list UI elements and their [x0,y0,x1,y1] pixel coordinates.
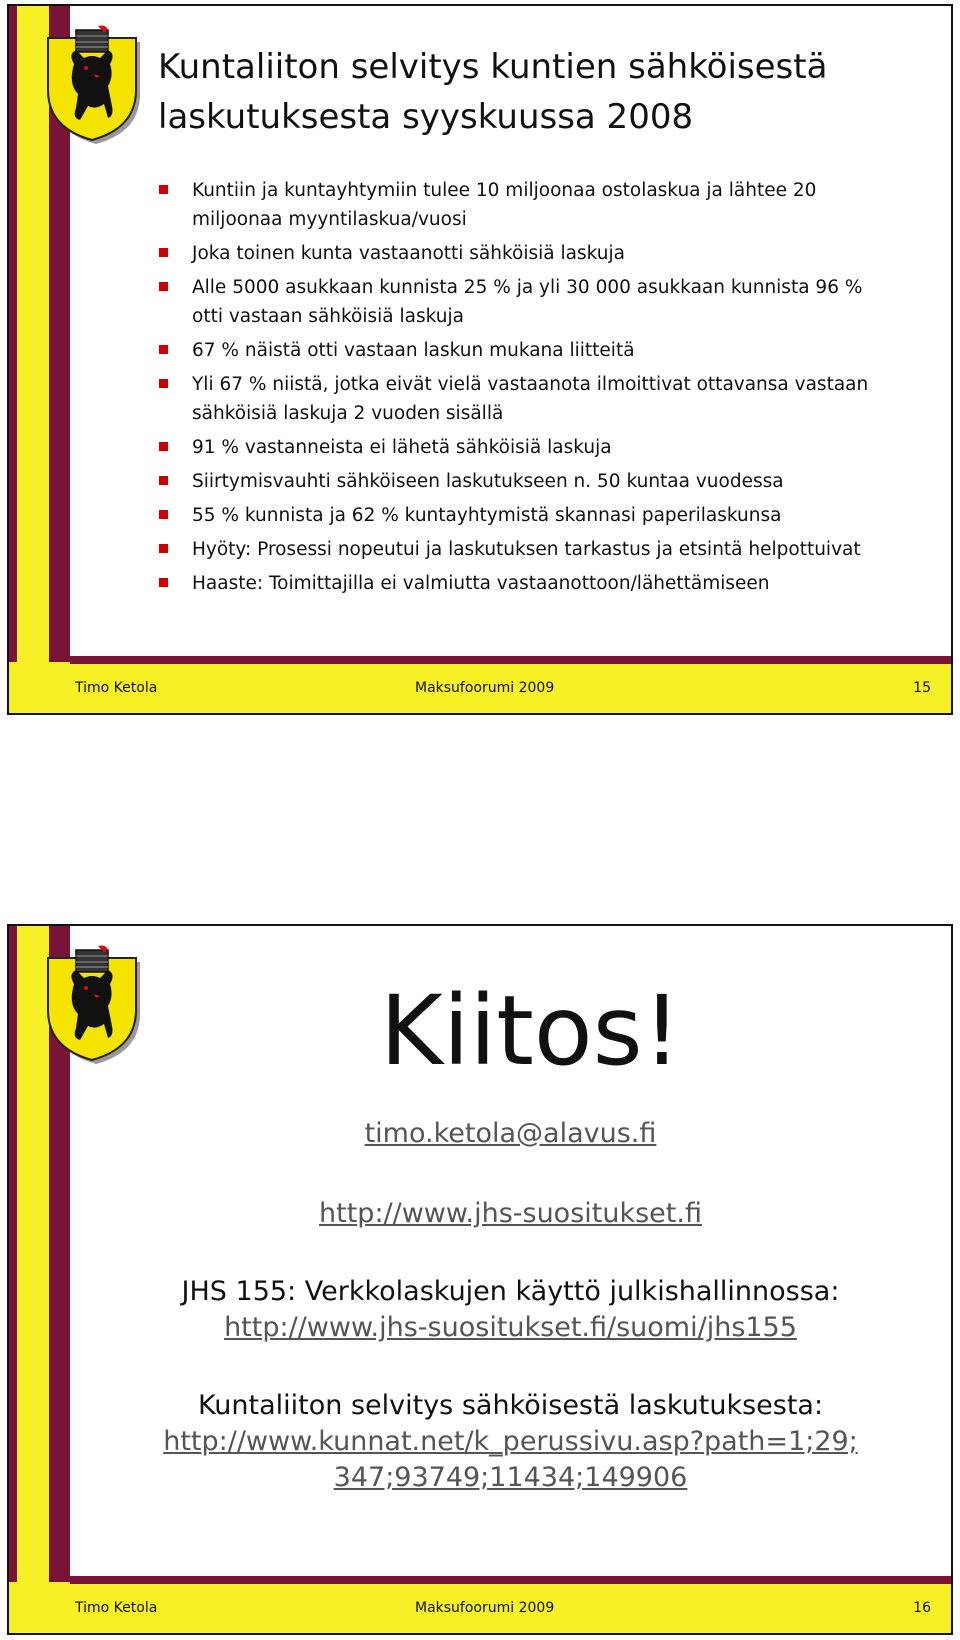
jhs155-label: JHS 155: Verkkolaskujen käyttö julkishallinnossa: [181,1276,840,1307]
coat-of-arms-bear-icon [38,24,146,144]
footer-event: Maksufoorumi 2009 [415,1600,555,1616]
list-item: Joka toinen kunta vastaanotti sähköisiä laskuja [150,239,890,268]
email-link[interactable]: timo.ketola@alavus.fi [364,1118,657,1149]
slide-16 [7,924,953,1635]
list-item: 91 % vastanneista ei lähetä sähköisiä laskuja [150,433,890,462]
footer-page-number: 16 [913,1600,931,1616]
footer-divider [70,656,951,664]
list-item: 67 % näistä otti vastaan laskun mukana liitteitä [150,336,890,365]
slide-content [70,6,951,656]
contact-lines [70,1116,951,1496]
coat-of-arms-bear-icon [38,944,146,1064]
list-item: Kuntiin ja kuntayhtymiin tulee 10 miljoonaa ostolaskua ja lähtee 20 miljoonaa myyntilaskua/vuosi [150,176,890,234]
list-item: 55 % kunnista ja 62 % kuntayhtymistä skannasi paperilaskunsa [150,501,890,530]
bullet-list [150,176,890,603]
slide-title: Kuntaliiton selvitys kuntien sähköisestä laskutuksesta syyskuussa 2008 [158,47,828,137]
list-item: Yli 67 % niistä, jotka eivät vielä vastaanota ilmoittivat ottavansa vastaan sähköisiä laskuja 2 vuoden sisällä [150,370,890,428]
footer-author: Timo Ketola [75,1600,158,1616]
slide-title: Kiitos! [379,975,682,1087]
footer-page-number: 15 [913,680,931,696]
list-item: Haaste: Toimittajilla ei valmiutta vastaanottoon/lähettämiseen [150,569,890,598]
footer-divider [70,1576,951,1584]
jhs-site-link[interactable]: http://www.jhs-suositukset.fi [319,1198,702,1229]
jhs155-link[interactable]: http://www.jhs-suositukset.fi/suomi/jhs155 [224,1312,797,1343]
list-item: Alle 5000 asukkaan kunnista 25 % ja yli 30 000 asukkaan kunnista 96 % otti vastaan sähköisiä laskuja [150,273,890,331]
footer-author: Timo Ketola [75,680,158,696]
slide-15 [7,4,953,715]
slide-content [70,926,951,1576]
kuntaliitto-link-line2[interactable]: 347;93749;11434;149906 [333,1462,688,1493]
footer-event: Maksufoorumi 2009 [415,680,555,696]
kuntaliitto-label: Kuntaliiton selvitys sähköisestä laskutuksesta: [197,1390,824,1421]
slide-footer [9,677,951,699]
list-item: Hyöty: Prosessi nopeutui ja laskutuksen tarkastus ja etsintä helpottuivat [150,535,890,564]
kuntaliitto-link-line1[interactable]: http://www.kunnat.net/k_perussivu.asp?path=1;29; [163,1426,858,1457]
slide-footer [9,1597,951,1619]
list-item: Siirtymisvauhti sähköiseen laskutukseen n. 50 kuntaa vuodessa [150,467,890,496]
